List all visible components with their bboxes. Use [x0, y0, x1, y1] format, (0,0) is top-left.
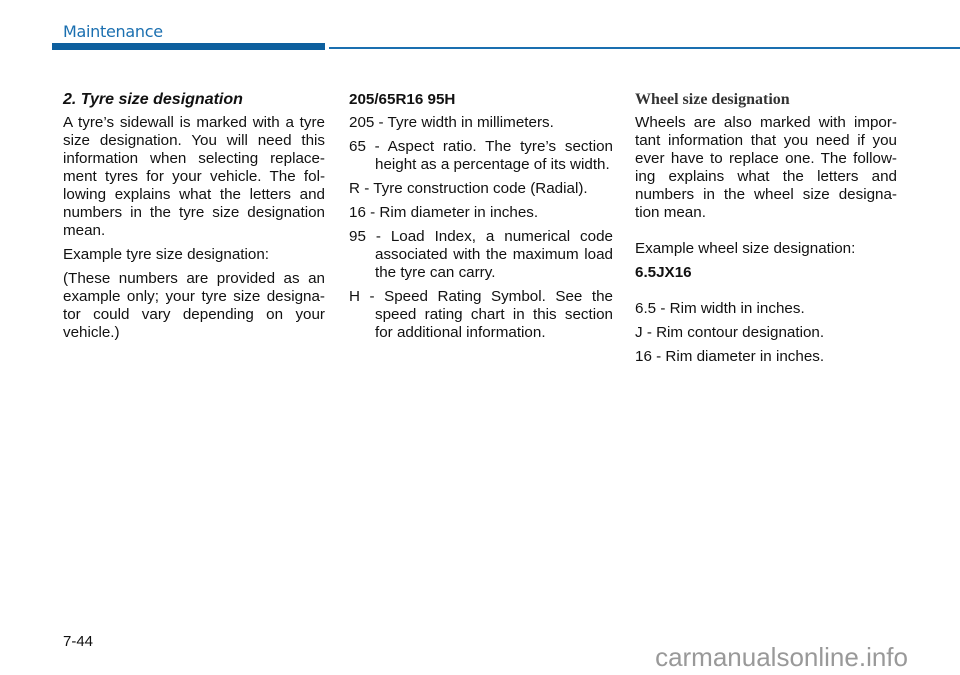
- list-item: 16 - Rim diameter in inches.: [349, 204, 539, 221]
- heading-wheel-size: Wheel size designation: [635, 91, 790, 108]
- list-item: R - Tyre construction code (Radial).: [349, 180, 588, 197]
- paragraph: Example wheel size designation:: [635, 240, 856, 257]
- watermark: carmanualsonline.info: [655, 642, 908, 672]
- column-tyre-size: [63, 90, 325, 348]
- page-number: 7-44: [63, 633, 94, 650]
- header-rule: [329, 47, 960, 49]
- column-tyre-code: [349, 90, 613, 348]
- list-item: 6.5 - Rim width in inches.: [635, 300, 805, 317]
- tyre-code: 205/65R16 95H: [349, 91, 456, 108]
- list-item: 205 - Tyre width in millimeters.: [349, 114, 554, 131]
- paragraph: Example tyre size designation:: [63, 246, 269, 263]
- wheel-code: 6.5JX16: [635, 264, 692, 281]
- paragraph: A tyre’s sidewall is marked with a tyre size designation. You will need this information when selecting replace-ment tyres for your vehicle. The fol-lowing explains what the letters and numbers in the tyre size designation mean.: [63, 114, 325, 239]
- list-item: H - Speed Rating Symbol. See the speed rating chart in this section for additional information.: [349, 288, 613, 341]
- list-item: 95 - Load Index, a numerical code associated with the maximum load the tyre can carry.: [349, 228, 613, 281]
- list-item: 65 - Aspect ratio. The tyre’s section height as a percentage of its width.: [349, 138, 613, 173]
- section-title: Maintenance: [63, 22, 163, 41]
- heading-tyre-size: 2. Tyre size designation: [63, 91, 243, 108]
- paragraph: (These numbers are provided as an example only; your tyre size designa-tor could vary depending on your vehicle.): [63, 270, 325, 341]
- list-item: J - Rim contour designation.: [635, 324, 825, 341]
- column-wheel-size: [635, 90, 897, 372]
- list-item: 16 - Rim diameter in inches.: [635, 348, 825, 365]
- paragraph: Wheels are also marked with impor-tant information that you need if you ever have to replace one. The follow-ing explains what the letters and numbers in the wheel size designa-tion mean.: [635, 114, 897, 221]
- header-bar: [52, 43, 325, 50]
